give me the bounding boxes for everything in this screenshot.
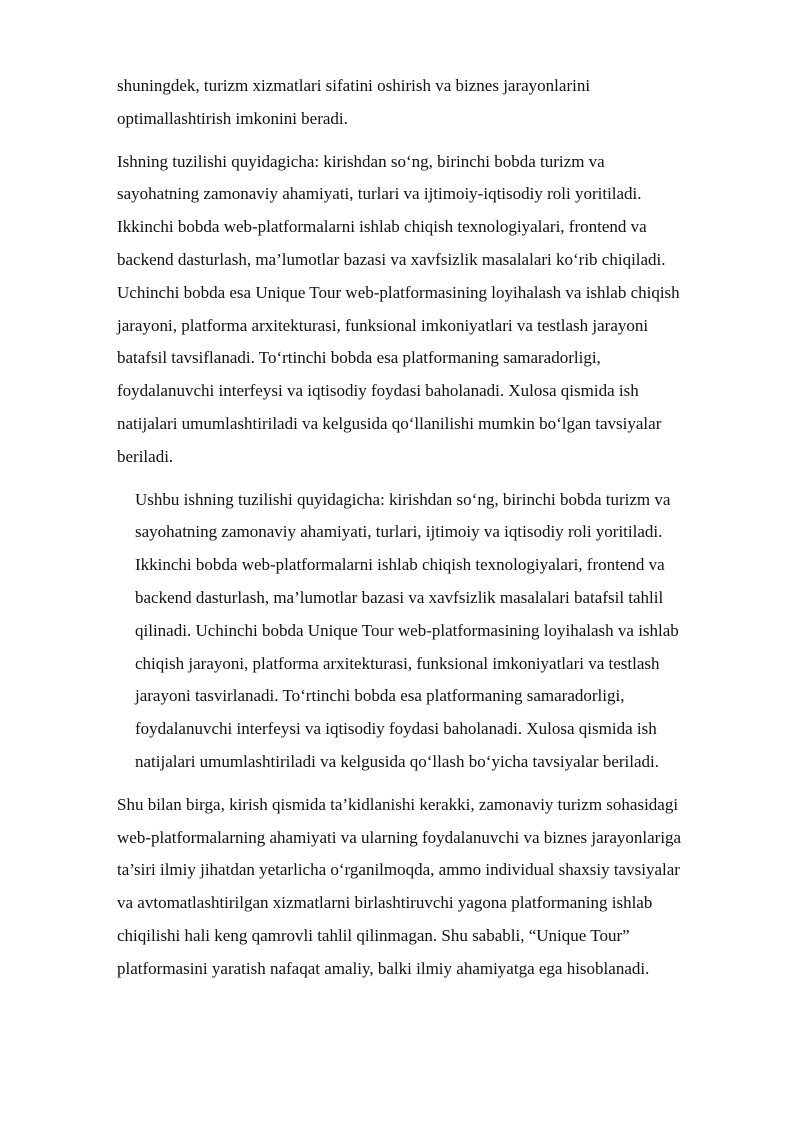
text-line: natijalari umumlashtiriladi va kelgusida qo‘llash bo‘yicha tavsiyalar beriladi. (135, 751, 660, 771)
text-line: sayohatning zamonaviy ahamiyati, turlari, ijtimoiy va iqtisodiy roli yoritiladi. (135, 522, 663, 542)
text-line: chiqilishi hali keng qamrovli tahlil qilinmagan. Shu sababli, “Unique Tour” (117, 925, 630, 945)
text-line: backend dasturlash, ma’lumotlar bazasi va xavfsizlik masalalari batafsil tahlil (135, 587, 664, 607)
text-line: sayohatning zamonaviy ahamiyati, turlari va ijtimoiy-iqtisodiy roli yoritiladi. (117, 184, 642, 204)
text-line: foydalanuvchi interfeysi va iqtisodiy foydasi baholanadi. Xulosa qismida ish (117, 381, 639, 401)
text-line: natijalari umumlashtiriladi va kelgusida qo‘llanilishi mumkin bo‘lgan tavsiyalar (117, 413, 662, 433)
text-line: shuningdek, turizm xizmatlari sifatini oshirish va biznes jarayonlarini (117, 76, 591, 95)
text-line: qilinadi. Uchinchi bobda Unique Tour web-platformasining loyihalash va ishlab (135, 620, 679, 640)
text-line: ta’siri ilmiy jihatdan yetarlicha o‘rganilmoqda, ammo individual shaxsiy tavsiyalar (117, 860, 680, 880)
paragraph-4 (117, 789, 729, 986)
text-line: beriladi. (117, 446, 174, 466)
text-line: jarayoni tasvirlanadi. To‘rtinchi bobda esa platformaning samaradorligi, (135, 686, 625, 706)
text-line: Shu bilan birga, kirish qismida ta’kidlanishi kerakki, zamonaviy turizm sohasidagi (117, 794, 679, 814)
paragraph-2 (117, 146, 729, 474)
text-line: chiqish jarayoni, platforma arxitekturasi, funksional imkoniyatlari va testlash (135, 653, 660, 673)
text-line: Ikkinchi bobda web-platformalarni ishlab chiqish texnologiyalari, frontend va (135, 555, 665, 575)
text-line: platformasini yaratish nafaqat amaliy, balki ilmiy ahamiyatga ega hisoblanadi. (117, 958, 650, 978)
text-line: Ikkinchi bobda web-platformalarni ishlab chiqish texnologiyalari, frontend va (117, 217, 647, 237)
text-line: va avtomatlashtirilgan xizmatlarni birlashtiruvchi yagona platformaning ishlab (117, 893, 653, 913)
paragraph-1 (117, 70, 729, 136)
text-line: backend dasturlash, ma’lumotlar bazasi va xavfsizlik masalalari ko‘rib chiqiladi. (117, 249, 666, 269)
text-line: web-platformalarning ahamiyati va ularning foydalanuvchi va biznes jarayonlariga (117, 827, 682, 847)
document-page (117, 70, 729, 996)
text-line: jarayoni, platforma arxitekturasi, funksional imkoniyatlari va testlash jarayoni (117, 315, 649, 335)
text-line: optimallashtirish imkonini beradi. (117, 108, 348, 128)
text-line: Uchinchi bobda esa Unique Tour web-platformasining loyihalash va ishlab chiqish (117, 282, 680, 302)
text-line: Ushbu ishning tuzilishi quyidagicha: kirishdan so‘ng, birinchi bobda turizm va (135, 489, 671, 509)
text-line: foydalanuvchi interfeysi va iqtisodiy foydasi baholanadi. Xulosa qismida ish (135, 719, 657, 739)
text-line: Ishning tuzilishi quyidagicha: kirishdan so‘ng, birinchi bobda turizm va (117, 151, 605, 171)
text-line: batafsil tavsiflanadi. To‘rtinchi bobda esa platformaning samaradorligi, (117, 348, 601, 368)
paragraph-3 (117, 484, 729, 779)
